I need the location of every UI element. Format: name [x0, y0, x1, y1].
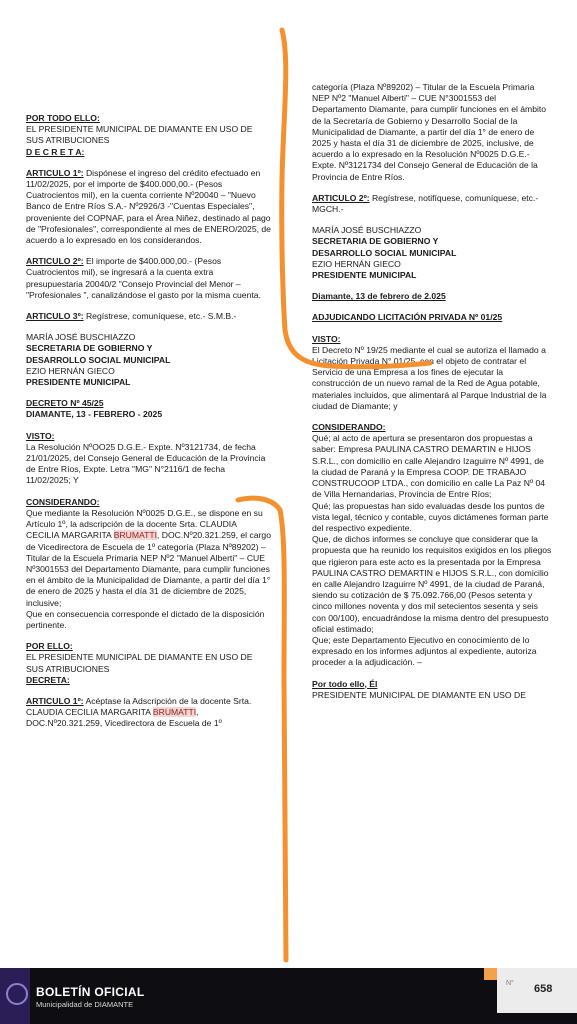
signature-role-2: PRESIDENTE MUNICIPAL: [26, 377, 131, 388]
signature-name-2: EZIO HERNÁN GIECO: [26, 365, 115, 376]
article-2-label: ARTICULO 2º:: [26, 256, 84, 267]
right-considerando-d: Que; este Departamento Ejecutivo en conocimiento de lo expresado en los informes adjuntos al expediente, autoriza proceder a la adjudicación. –: [312, 634, 537, 668]
right-article-2-text: Regístrese, notifíquese, comuníquese, etc.-: [369, 192, 539, 203]
footer-subtitle: Municipalidad de DIAMANTE: [36, 1000, 134, 1009]
highlighted-surname-2: BRUMATTI: [152, 707, 197, 718]
right-considerando-c: Que, de dichos informes se concluye que considerar que la propuesta que ha reunido los requisitos exigidos en los pliegos que rigieron para este acto es la presentada por la Empresa PAULINA CASTRO DEMARTIN e HIJOS S.R.L., con domicilio en calle Alejandro Izaguirre Nº 4991, de la ciudad de Paraná, siendo su cotización de $ 75.092.766,00 (Pesos setenta y cinco millones noventa y dos mil setecientos sesenta y seis con 00/100), encuadrándose la misma dentro del presupuesto oficial estimado;: [312, 534, 552, 634]
footer-title: BOLETÍN OFICIAL: [36, 985, 145, 999]
considerando-text-a: Que mediante la Resolución Nº0025 D.G.E., se dispone en su Artículo 1º, la adscripción de la docente Srta. CLAUDIA CECILIA MARGARITA: [26, 507, 263, 541]
right-considerando-b: Qué; las propuestas han sido evaluadas desde los puntos de vista legal, técnico y contable, cuyos dictámenes forman parte del respectivo expediente.: [312, 500, 549, 533]
adjudicando-heading: ADJUDICANDO LICITACIÓN PRIVADA Nº 01/25: [312, 312, 503, 323]
considerando-text-b: , DOC.Nº20.321.259, el cargo de Vicedirectora de Escuela de 1º categoría (Plaza Nº89202) – Titular de la Escuela Primaria NEP Nº2 "Manuel Alberti" – CUE Nº3001553 del Departamento Diamante, para cumplir funciones en el ámbito de la Municipalidad de Diamante, a partir del día 1° de enero de 2025 y hasta el día 31 de diciembre de 2025, inclusive;: [26, 530, 271, 608]
article-1-text: Dispónese el ingreso del crédito efectuado en 11/02/2025, por el importe de $400.000,00.- (Pesos Cuatrocientos mil), en la cuenta corriente Nº20040 – "Nuevo Banco de Entre Ríos S.A.- Nº2926/3 -"Cuentas Especiales", proveniente del COPNAF, para el Área Niñez, destinado al pago de "Profesionales", correspondiente al mes de ENERO/2025, de acuerdo a lo expresado en los considerandos.: [26, 167, 271, 246]
article-1b-text-a: Acéptase la Adscripción de la docente Srta. CLAUDIA CECILIA MARGARITA: [26, 695, 252, 718]
page-number-label: N°: [506, 980, 514, 987]
right-signature-name-1: MARÍA JOSÉ BUSCHIAZZO: [312, 225, 422, 236]
article-1b-text-b: , DOC.Nº20.321.259, Vicedirectora de Escuela de 1º: [26, 707, 222, 729]
signature-role-1b: DESARROLLO SOCIAL MUNICIPAL: [26, 354, 171, 365]
article-2-text: El importe de $400.000,00.- (Pesos Cuatrocientos mil), se ingresará a la cuenta extra presupuestaria 20040/2 "Consejo Provincial del Menor – "Profesionales ", canalizándose el gasto por la misma cuenta.: [26, 256, 261, 300]
right-signature-role-2: PRESIDENTE MUNICIPAL: [312, 270, 417, 281]
presidente-uso-text: EL PRESIDENTE MUNICIPAL DE DIAMANTE EN USO DE SUS ATRIBUCIONES: [26, 124, 253, 146]
right-considerando-heading: CONSIDERANDO:: [312, 422, 386, 433]
decreto-date: DIAMANTE, 13 - FEBRERO - 2025: [26, 409, 163, 420]
right-date: Diamante, 13 de febrero de 2.025: [312, 291, 446, 302]
article-1b-label: ARTICULO 1º:: [26, 695, 84, 706]
por-ello-heading: POR ELLO:: [26, 641, 73, 652]
visto-heading: VISTO:: [26, 430, 55, 441]
right-visto-heading: VISTO:: [312, 333, 341, 344]
mgch-initials: MGCH.-: [312, 204, 344, 215]
right-visto-text: El Decreto Nº 19/25 mediante el cual se autoriza el llamado a Licitación Privada N° 01/25, con el objeto de contratar el Servicio de una Empresa a los fines de ejecutar la construcción de un nuevo ramal de la Red de Agua potable, materiales incluidos, que alimentará al Parque Industrial de la ciudad de Diamante; y: [312, 344, 547, 411]
decreta-heading-2: DECRETA:: [26, 674, 70, 685]
highlighted-surname: BRUMATTI: [113, 530, 158, 541]
signature-name-1: MARÍA JOSÉ BUSCHIAZZO: [26, 332, 136, 343]
decreto-number: DECRETO Nº 45/25: [26, 398, 104, 409]
signature-role-1a: SECRETARIA DE GOBIERNO Y: [26, 343, 153, 354]
decreta-heading: D E C R E T A:: [26, 146, 85, 157]
right-signature-role-1a: SECRETARIA DE GOBIERNO Y: [312, 236, 439, 247]
article-3-label: ARTICULO 3º:: [26, 311, 84, 322]
por-todo-ello-heading: POR TODO ELLO:: [26, 113, 100, 123]
considerando-heading: CONSIDERANDO:: [26, 496, 100, 507]
page-number: 658: [534, 983, 553, 995]
right-considerando-a: Qué; al acto de apertura se presentaron dos propuestas a saber: Empresa PAULINA CASTRO DEMARTIN e HIJOS S.R.L., con domicilio en calle Alejandro Izaguirre Nº 4991, de la ciudad de Paraná y la Empresa COOP. DE TRABAJO CONSTRUCOOP LTDA., con domicilio en calle La Paz Nº 04 de Villa Hernandarias, Provincia de Entre Ríos;: [312, 433, 546, 500]
right-article-2-label: ARTICULO 2º:: [312, 192, 370, 203]
presidente-uso-text-2: EL PRESIDENTE MUNICIPAL DE DIAMANTE EN USO DE SUS ATRIBUCIONES: [26, 652, 253, 674]
visto-text: La Resolución NºOO25 D.G.E.- Expte. Nº3121734, de fecha 21/01/2025, del Consejo General de Educación de la Provincia de Entre Ríos, Expte. Letra "MG" N°2116/1 de fecha 11/02/2025; Y: [26, 441, 266, 486]
right-por-todo-ello: Por todo ello, Él: [312, 678, 378, 689]
right-presidente-uso: PRESIDENTE MUNICIPAL DE DIAMANTE EN USO DE: [312, 689, 526, 700]
article-1-label: ARTICULO 1º:: [26, 167, 84, 178]
lower-bracket-stroke: [238, 498, 286, 960]
considerando-text-c: Que en consecuencia corresponde el dictado de la disposición pertinente.: [26, 608, 265, 630]
upper-bracket-stroke: [282, 30, 430, 367]
right-signature-name-2: EZIO HERNÁN GIECO: [312, 258, 401, 269]
municipal-logo-icon: [6, 983, 28, 1005]
right-signature-role-1b: DESARROLLO SOCIAL MUNICIPAL: [312, 247, 457, 258]
continuation-text: categoría (Plaza Nº89202) – Titular de la Escuela Primaria NEP Nº2 "Manuel Alberti" – CUE N°3001553 del Departamento Diamante, para cumplir funciones en el ámbito de la Secretaría de Gobierno y Desarrollo Social de la Municipalidad de Diamante, a partir del día 1° de enero de 2025 y hasta el día 31 de diciembre de 2025, inclusive, de acuerdo a lo expresado en la Resolución Nº0025 D.G.E.- Expte. Nº3121734 del Consejo General de Educación de la Provincia de Entre Ríos.: [312, 82, 547, 182]
article-3-text: Regístrese, comuníquese, etc.- S.M.B.-: [83, 311, 237, 322]
